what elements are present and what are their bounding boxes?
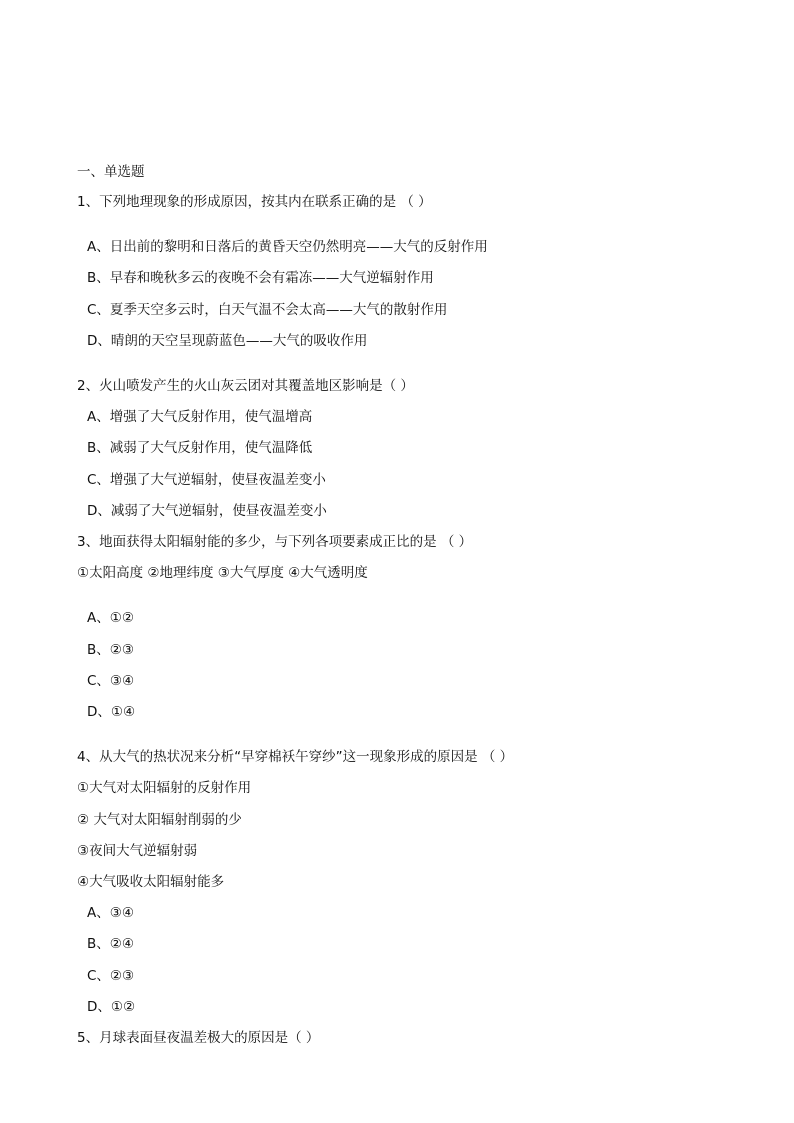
question-3-option-d: D、①④	[87, 704, 136, 720]
question-3-option-b: B、②③	[87, 642, 134, 658]
question-4-statement-1: ①大气对太阳辐射的反射作用	[77, 780, 252, 796]
question-1-stem: 1、下列地理现象的形成原因，按其内在联系正确的是 （ ）	[77, 194, 432, 210]
question-4-statement-4: ④大气吸收太阳辐射能多	[77, 874, 225, 890]
question-4-statement-2: ② 大气对太阳辐射削弱的少	[77, 812, 242, 828]
question-4-option-b: B、②④	[87, 936, 134, 952]
question-4-statement-3: ③夜间大气逆辐射弱	[77, 843, 198, 859]
question-4-option-c: C、②③	[87, 968, 135, 984]
question-4-option-d: D、①②	[87, 999, 136, 1015]
question-2-option-d: D、减弱了大气逆辐射，使昼夜温差变小	[87, 503, 327, 519]
question-1-option-c: C、夏季天空多云时，白天气温不会太高——大气的散射作用	[87, 302, 448, 318]
question-2-option-a: A、增强了大气反射作用，使气温增高	[87, 409, 313, 425]
question-3-option-a: A、①②	[87, 610, 134, 626]
question-3-statements: ①太阳高度 ②地理纬度 ③大气厚度 ④大气透明度	[77, 565, 368, 581]
question-5-stem: 5、月球表面昼夜温差极大的原因是（ ）	[77, 1030, 320, 1046]
question-4-stem: 4、从大气的热状况来分析“早穿棉袄午穿纱”这一现象形成的原因是 （ ）	[77, 749, 514, 765]
question-1-option-d: D、晴朗的天空呈现蔚蓝色——大气的吸收作用	[87, 333, 368, 349]
question-4-option-a: A、③④	[87, 905, 134, 921]
section-title: 一、单选题	[77, 164, 145, 180]
question-1-option-b: B、早春和晚秋多云的夜晚不会有霜冻——大气逆辐射作用	[87, 270, 434, 286]
question-1-option-a: A、日出前的黎明和日落后的黄昏天空仍然明亮——大气的反射作用	[87, 239, 488, 255]
question-3-option-c: C、③④	[87, 673, 135, 689]
question-2-option-b: B、减弱了大气反射作用，使气温降低	[87, 440, 313, 456]
question-3-stem: 3、地面获得太阳辐射能的多少，与下列各项要素成正比的是 （ ）	[77, 534, 473, 550]
question-2-option-c: C、增强了大气逆辐射，使昼夜温差变小	[87, 472, 326, 488]
question-2-stem: 2、火山喷发产生的火山灰云团对其覆盖地区影响是（ ）	[77, 378, 414, 394]
